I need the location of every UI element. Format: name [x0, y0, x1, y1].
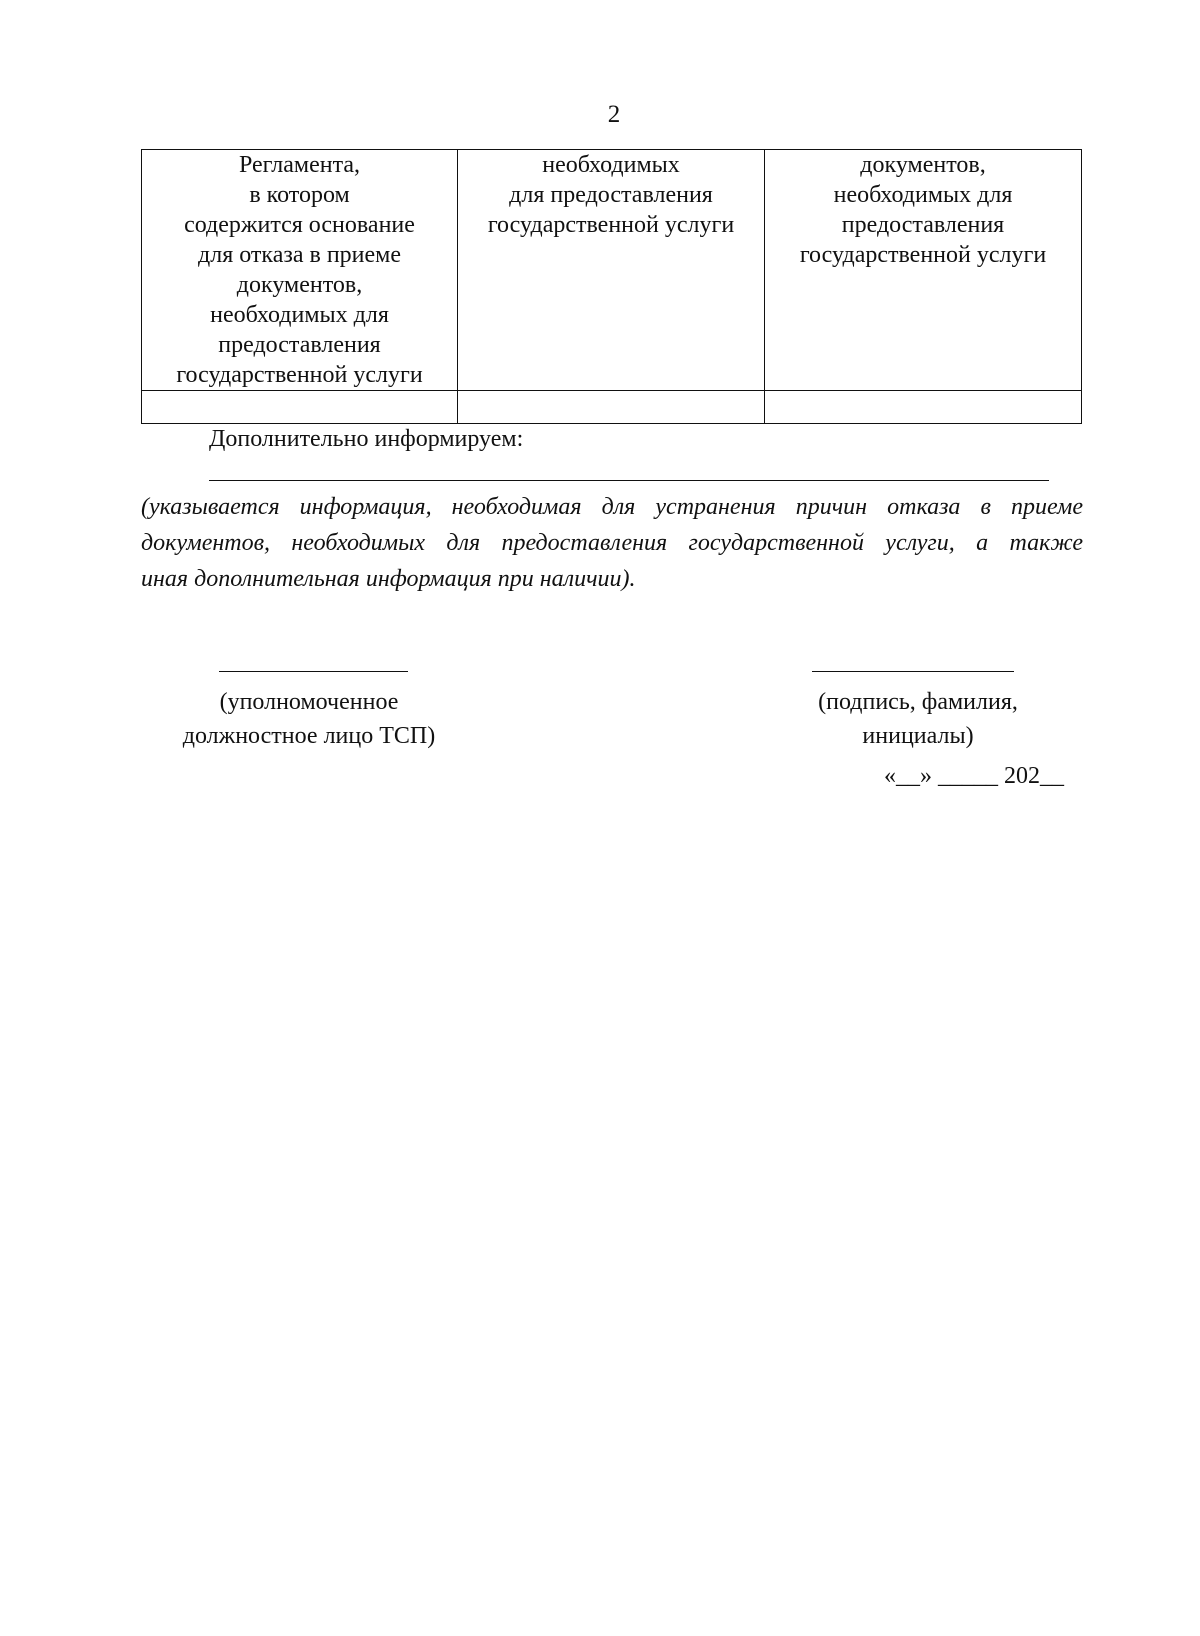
signature-line — [812, 671, 1014, 672]
cell-text-line: государственной услуги — [799, 242, 1047, 268]
date-line: «__» _____ 202__ — [884, 763, 1064, 789]
cell-text-line: документов, — [860, 152, 986, 178]
table-cell-empty — [142, 391, 458, 424]
cell-text-line: необходимых — [542, 152, 680, 178]
note-line: (указывается информация, необходимая для устранения причин отказа в приеме — [141, 494, 1083, 520]
official-signature-line — [219, 671, 408, 672]
note-line: документов, необходимых для предоставления государственной услуги, а также — [141, 530, 1083, 556]
cell-text-line: для отказа в приеме — [198, 242, 401, 268]
cell-text-line: документов, — [236, 272, 363, 298]
signature-caption: (подпись, фамилия, — [818, 689, 1018, 715]
cell-text-line: предоставления — [218, 332, 381, 358]
official-caption: (уполномоченное — [219, 689, 399, 715]
official-caption: должностное лицо ТСП) — [182, 723, 436, 749]
table-cell-empty — [765, 391, 1082, 424]
page-number: 2 — [607, 101, 621, 128]
cell-text-line: в котором — [249, 182, 350, 208]
cell-text-line: предоставления — [841, 212, 1005, 238]
cell-text-line: государственной услуги — [487, 212, 735, 238]
note-line: иная дополнительная информация при наличии). — [141, 566, 636, 592]
cell-text-line: государственной услуги — [176, 362, 423, 388]
cell-text-line: содержится основание — [184, 212, 415, 238]
signature-caption: инициалы) — [862, 723, 974, 749]
additional-info-blank-line — [209, 480, 1049, 481]
table-cell — [765, 150, 1082, 391]
cell-text-line: необходимых для — [833, 182, 1013, 208]
cell-text-line: Регламента, — [238, 152, 361, 178]
cell-text-line: для предоставления — [509, 182, 713, 208]
table-row — [142, 391, 1082, 424]
refusal-table — [141, 149, 1082, 424]
table-cell — [142, 150, 458, 391]
table-cell-empty — [458, 391, 765, 424]
cell-text-line: необходимых для — [210, 302, 389, 328]
table-header-row — [142, 150, 1082, 391]
additional-info-label: Дополнительно информируем: — [209, 426, 524, 452]
table-cell — [458, 150, 765, 391]
